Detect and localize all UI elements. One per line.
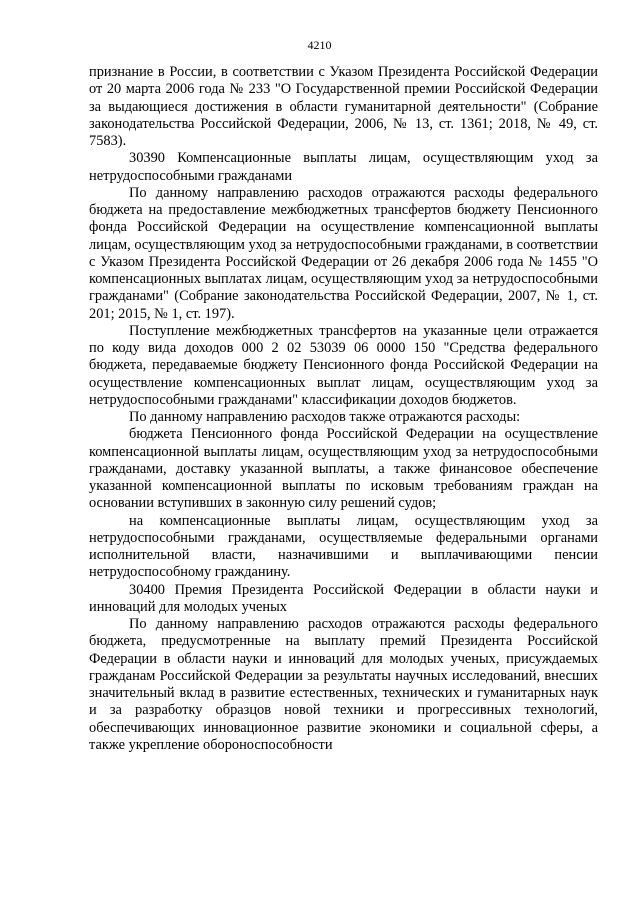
- paragraph: Поступление межбюджетных трансфертов на указанные цели отражается по коду вида доходов 000 2 02 53039 06 0000 150 "Средства федерального бюджета, передаваемые бюджету Пенсионного фонда Российской Федерации на осуществление компенсационных выплат лицам, осуществляющим уход за нетрудоспособными гражданами" классификации доходов бюджетов.: [89, 322, 598, 408]
- document-body: [89, 64, 598, 754]
- paragraph: По данному направлению расходов также отражаются расходы:: [129, 409, 521, 425]
- page-number: 4210: [307, 38, 332, 52]
- paragraph: на компенсационные выплаты лицам, осуществляющим уход за нетрудоспособными гражданами, осуществляемые федеральными органами исполнительной власти, назначившими и выплачивающими пенсии нетрудоспособному гражданину.: [89, 512, 598, 581]
- paragraph: бюджета Пенсионного фонда Российской Федерации на осуществление компенсационной выплаты лицам, осуществляющим уход за нетрудоспособными гражданами, доставку указанной выплаты, а также финансовое обеспечение указанной компенсационной выплаты по исковым требованиям граждан на основании вступивших в законную силу решений судов;: [89, 426, 598, 512]
- section-heading-30400: 30400 Премия Президента Российской Федерации в области науки и инноваций для молодых ученых: [89, 581, 598, 615]
- paragraph: По данному направлению расходов отражаются расходы федерального бюджета, предусмотренные на выплату премий Президента Российской Федерации в области науки и инноваций для молодых ученых, присуждаемых гражданам Российской Федерации за результаты научных исследований, внесших значительный вклад в развитие естественных, технических и гуманитарных наук и за разработку образцов новой техники и прогрессивных технологий, обеспечивающих инновационное развитие экономики и социальной сферы, а также укрепление обороноспособности: [89, 616, 598, 753]
- paragraph-continuation: признание в России, в соответствии с Указом Президента Российской Федерации от 20 марта 2006 года № 233 "О Государственной премии Российской Федерации за выдающиеся достижения в области гуманитарной деятельности" (Собрание законодательства Российской Федерации, 2006, № 13, ст. 1361; 2018, № 49, ст. 7583).: [89, 64, 598, 149]
- section-heading-30390: 30390 Компенсационные выплаты лицам, осуществляющим уход за нетрудоспособными гражданами: [89, 150, 598, 184]
- paragraph: По данному направлению расходов отражаются расходы федерального бюджета на предоставление межбюджетных трансфертов бюджету Пенсионного фонда Российской Федерации на осуществление компенсационной выплаты лицам, осуществляющим уход за нетрудоспособными гражданами, в соответствии с Указом Президента Российской Федерации от 26 декабря 2006 года № 1455 "О компенсационных выплатах лицам, осуществляющим уход за нетрудоспособными гражданами" (Собрание законодательства Российской Федерации, 2007, № 1, ст. 201; 2015, № 1, ст. 197).: [89, 184, 598, 322]
